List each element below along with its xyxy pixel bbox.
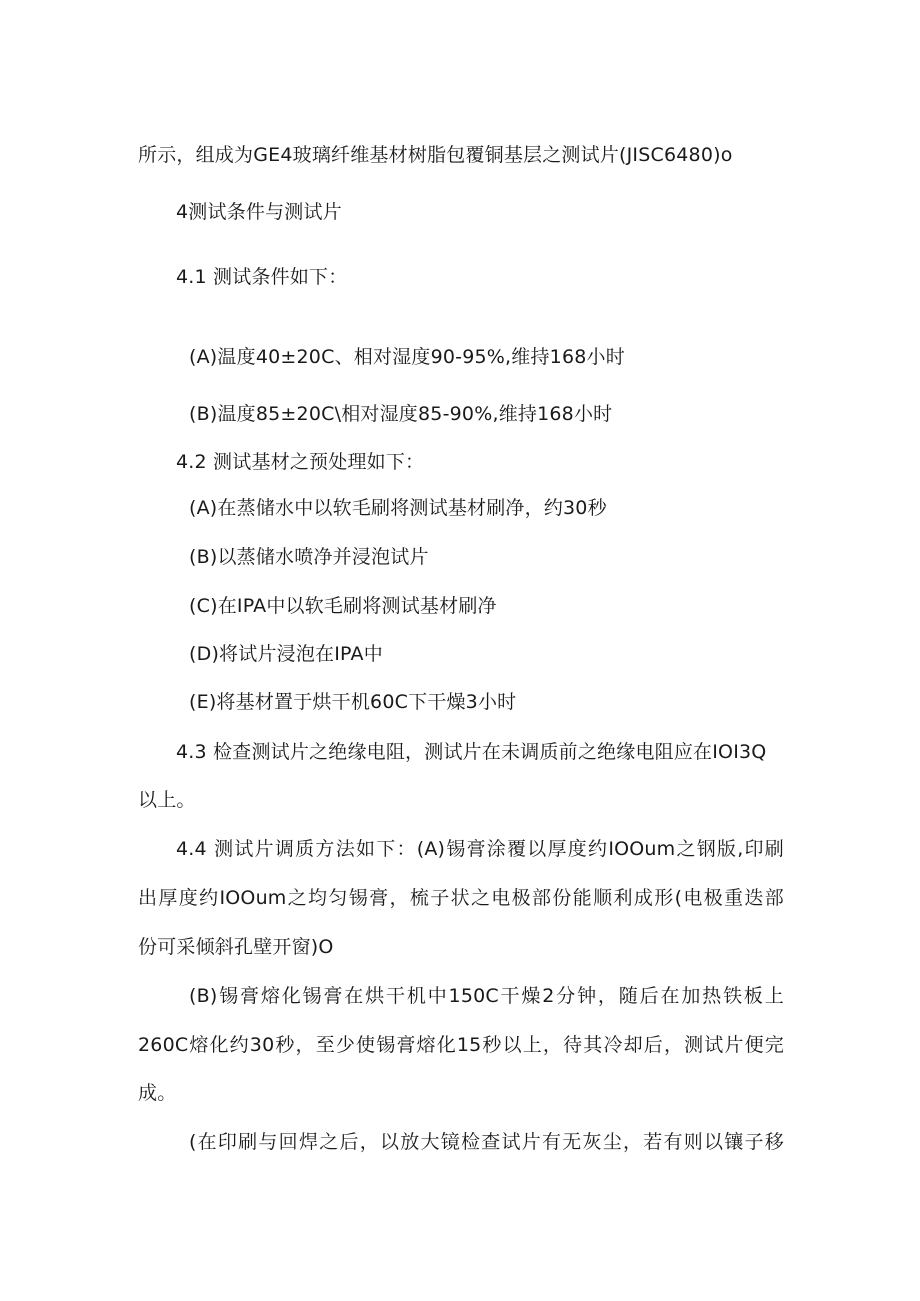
pretreatment-a: (A)在蒸储水中以软毛刷将测试基材刷净，约30秒 (189, 497, 607, 519)
pretreatment-e: (E)将基材置于烘干机60C下干燥3小时 (189, 691, 517, 713)
inspection-note: (在印刷与回焊之后，以放大镜检查试片有无灰尘，若有则以镶子移 (189, 1131, 784, 1153)
condition-b: (B)温度85±20C\相对湿度85-90%,维持168小时 (189, 403, 613, 425)
pretreatment-b: (B)以蒸储水喷净并浸泡试片 (189, 546, 429, 568)
clause-4-4: 4.4 测试片调质方法如下：(A)锡膏涂覆以厚度约IOOum之钢版,印刷 (176, 838, 784, 860)
clause-4-1: 4.1 测试条件如下： (176, 266, 348, 288)
conditioning-b: (B)锡膏熔化锡膏在烘干机中150C干燥2分钟，随后在加热铁板上 (189, 985, 784, 1007)
condition-a: (A)温度40±20C、相对湿度90-95%,维持168小时 (189, 346, 625, 368)
clause-4-4-line-2: 出厚度约IOOum之均匀锡膏，梳子状之电极部份能顺利成形(电极重迭部 (138, 887, 784, 909)
clause-4-4-line-3: 份可采倾斜孔壁开窗)O (138, 936, 334, 958)
conditioning-b-line-3: 成。 (138, 1082, 177, 1104)
clause-4-3-continued: 以上。 (138, 789, 196, 811)
clause-4-3: 4.3 检查测试片之绝缘电阻，测试片在未调质前之绝缘电阻应在IOI3Q (176, 741, 767, 763)
conditioning-b-line-2: 260C熔化约30秒，至少使锡膏熔化15秒以上，待其冷却后，测试片便完 (138, 1034, 784, 1056)
clause-4-2: 4.2 测试基材之预处理如下： (176, 451, 425, 473)
pretreatment-c: (C)在IPA中以软毛刷将测试基材刷净 (189, 595, 497, 617)
section-heading-4: 4测试条件与测试片 (176, 201, 342, 223)
pretreatment-d: (D)将试片浸泡在IPA中 (189, 643, 383, 665)
text-line-intro: 所示，组成为GE4玻璃纤维基材树脂包覆铜基层之测试片(JISC6480)o (138, 144, 733, 166)
